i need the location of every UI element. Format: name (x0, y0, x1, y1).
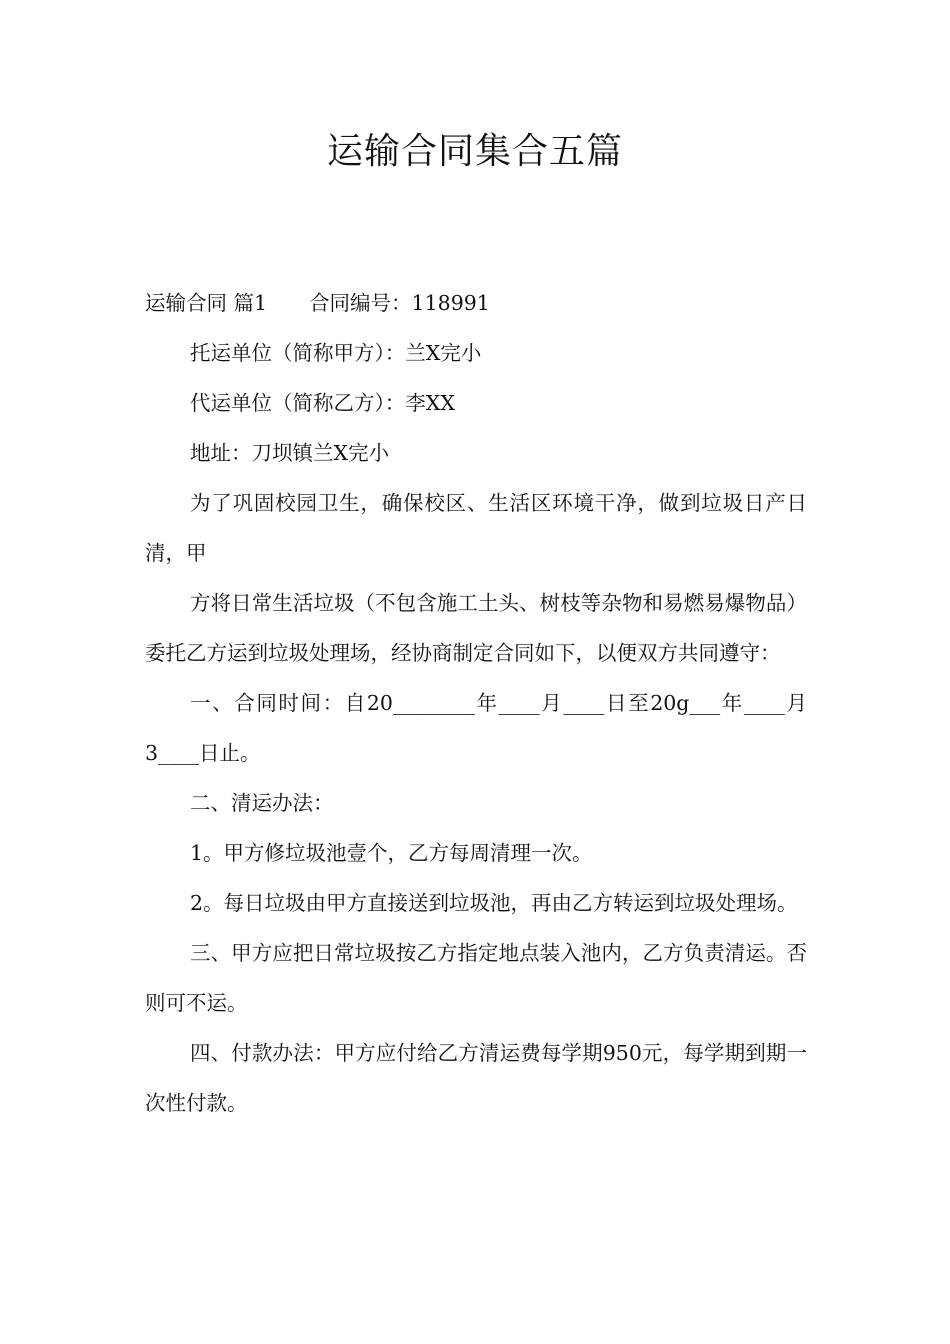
paragraph-purpose: 为了巩固校园卫生，确保校区、生活区环境干净，做到垃圾日产日清，甲 (145, 491, 807, 565)
paragraph-method-1: 1。甲方修垃圾池壹个，乙方每周清理一次。 (190, 841, 593, 865)
contract-label: 运输合同 篇1 (145, 291, 268, 315)
paragraph-address: 地址：刀坝镇兰X完小 (190, 441, 390, 465)
paragraph-method-2: 2。每日垃圾由甲方直接送到垃圾池，再由乙方转运到垃圾处理场。 (190, 891, 798, 915)
document-title: 运输合同集合五篇 (326, 131, 623, 172)
paragraph-method-heading: 二、清运办法： (190, 791, 334, 815)
contract-number: 合同编号：118991 (309, 291, 490, 315)
paragraph-entrust: 方将日常生活垃圾（不包含施工土头、树枝等杂物和易燃易爆物品）委托乙方运到垃圾处理场，经协商制定合同如下，以便双方共同遵守： (145, 591, 807, 665)
paragraph-shipper: 托运单位（简称甲方）：兰X完小 (190, 341, 482, 365)
contract-header-line (145, 278, 807, 328)
paragraph-clause-3: 三、甲方应把日常垃圾按乙方指定地点装入池内，乙方负责清运。否则可不运。 (145, 941, 807, 1015)
document-body (145, 278, 807, 1128)
paragraph-carrier: 代运单位（简称乙方）：李XX (190, 391, 455, 415)
paragraph-contract-time: 一、合同时间：自20________年____月____日至20g___年____月3____日止。 (145, 691, 807, 765)
paragraph-payment: 四、付款办法：甲方应付给乙方清运费每学期950元，每学期到期一次性付款。 (145, 1041, 807, 1115)
